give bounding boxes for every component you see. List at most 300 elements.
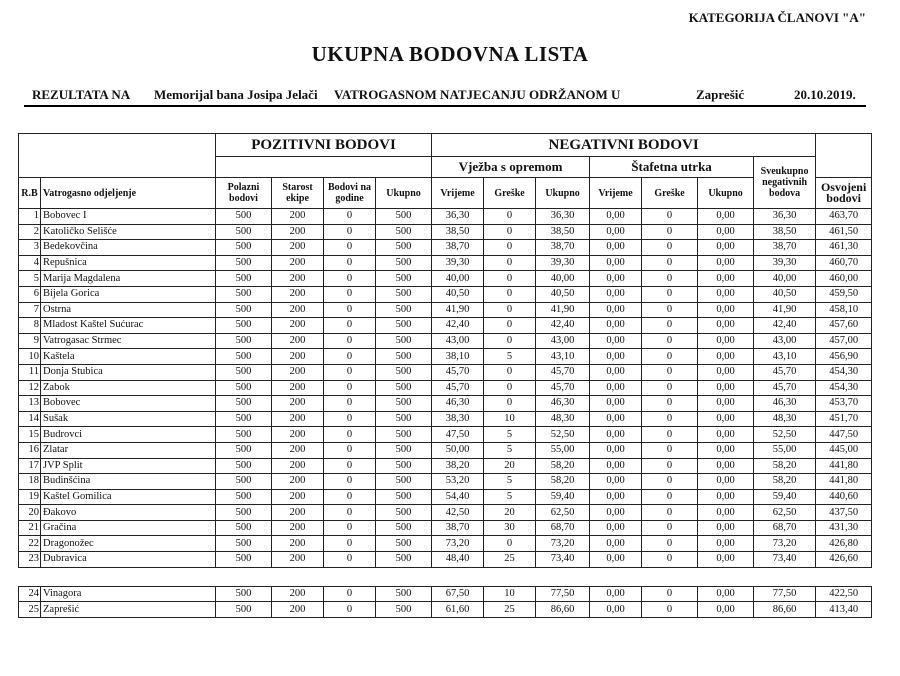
cell-ex: 43,00 (536, 333, 590, 349)
cell-age: 200 (272, 586, 324, 602)
cell-ex: 43,10 (536, 349, 590, 365)
cell-year: 0 (324, 286, 376, 302)
cell-final: 454,30 (816, 380, 872, 396)
cell-rb: 11 (19, 364, 41, 380)
cell-re: 0 (642, 364, 698, 380)
cell-final: 426,60 (816, 552, 872, 568)
cell-ex: 38,70 (536, 240, 590, 256)
cell-re: 0 (642, 224, 698, 240)
cell-rb: 8 (19, 318, 41, 334)
cell-year: 0 (324, 333, 376, 349)
cell-total: 500 (376, 286, 432, 302)
cell-year: 0 (324, 520, 376, 536)
cell-rtot: 0,00 (698, 586, 754, 602)
col-neg-sum: Sveukupno negativnih bodova (754, 157, 816, 209)
cell-ex: 38,50 (536, 224, 590, 240)
cell-final: 454,30 (816, 364, 872, 380)
cell-final: 422,50 (816, 586, 872, 602)
cell-neg: 40,50 (754, 286, 816, 302)
table-row (19, 286, 872, 302)
cell-start: 500 (216, 474, 272, 490)
cell-rt: 0,00 (590, 427, 642, 443)
cell-age: 200 (272, 505, 324, 521)
cell-age: 200 (272, 442, 324, 458)
cell-time: 36,30 (432, 209, 484, 225)
positive-sub-blank (216, 157, 432, 178)
table-row (19, 240, 872, 256)
final-header-top (816, 134, 872, 178)
cell-rb: 14 (19, 411, 41, 427)
cell-final: 457,00 (816, 333, 872, 349)
cell-err: 5 (484, 489, 536, 505)
cell-unit: Vinagora (41, 586, 216, 602)
cell-rtot: 0,00 (698, 271, 754, 287)
cell-rb: 3 (19, 240, 41, 256)
cell-age: 200 (272, 489, 324, 505)
cell-start: 500 (216, 349, 272, 365)
cell-err: 25 (484, 602, 536, 618)
cell-total: 500 (376, 552, 432, 568)
cell-time: 61,60 (432, 602, 484, 618)
cell-re: 0 (642, 602, 698, 618)
cell-err: 5 (484, 349, 536, 365)
cell-final: 457,60 (816, 318, 872, 334)
cell-rb: 10 (19, 349, 41, 365)
cell-err: 5 (484, 442, 536, 458)
cell-time: 40,00 (432, 271, 484, 287)
cell-start: 500 (216, 240, 272, 256)
cell-start: 500 (216, 209, 272, 225)
cell-final: 441,80 (816, 458, 872, 474)
table-row (19, 586, 872, 602)
table-row (19, 536, 872, 552)
cell-age: 200 (272, 602, 324, 618)
cell-re: 0 (642, 505, 698, 521)
cell-time: 45,70 (432, 364, 484, 380)
cell-err: 30 (484, 520, 536, 536)
cell-rt: 0,00 (590, 255, 642, 271)
cell-rt: 0,00 (590, 364, 642, 380)
cell-ex: 73,40 (536, 552, 590, 568)
cell-neg: 39,30 (754, 255, 816, 271)
cell-neg: 43,00 (754, 333, 816, 349)
cell-rb: 15 (19, 427, 41, 443)
cell-unit: Dubravica (41, 552, 216, 568)
cell-total: 500 (376, 302, 432, 318)
cell-rtot: 0,00 (698, 286, 754, 302)
cell-rt: 0,00 (590, 411, 642, 427)
cell-rtot: 0,00 (698, 224, 754, 240)
cell-age: 200 (272, 349, 324, 365)
cell-ex: 62,50 (536, 505, 590, 521)
place: Zaprešić (696, 87, 745, 102)
cell-total: 500 (376, 536, 432, 552)
cell-rb: 23 (19, 552, 41, 568)
cell-neg: 55,00 (754, 442, 816, 458)
cell-rt: 0,00 (590, 240, 642, 256)
cell-time: 50,00 (432, 442, 484, 458)
cell-rt: 0,00 (590, 380, 642, 396)
cell-final: 461,50 (816, 224, 872, 240)
col-relay-errors: Greške (642, 178, 698, 209)
cell-re: 0 (642, 302, 698, 318)
sub-relay: Štafetna utrka (590, 157, 754, 178)
cell-rt: 0,00 (590, 396, 642, 412)
cell-start: 500 (216, 489, 272, 505)
cell-final: 431,30 (816, 520, 872, 536)
page-title: UKUPNA BODOVNA LISTA (311, 42, 589, 66)
table-row (19, 474, 872, 490)
cell-ex: 55,00 (536, 442, 590, 458)
col-year: Bodovi na godine (324, 178, 376, 209)
cell-year: 0 (324, 380, 376, 396)
cell-start: 500 (216, 380, 272, 396)
cell-rtot: 0,00 (698, 240, 754, 256)
cell-neg: 40,00 (754, 271, 816, 287)
cell-rt: 0,00 (590, 489, 642, 505)
cell-re: 0 (642, 209, 698, 225)
cell-err: 0 (484, 364, 536, 380)
cell-age: 200 (272, 271, 324, 287)
cell-rtot: 0,00 (698, 458, 754, 474)
cell-start: 500 (216, 586, 272, 602)
cell-ex: 36,30 (536, 209, 590, 225)
cell-start: 500 (216, 505, 272, 521)
cell-unit: Bedekovčina (41, 240, 216, 256)
cell-unit: Kaštela (41, 349, 216, 365)
cell-final: 447,50 (816, 427, 872, 443)
cell-total: 500 (376, 380, 432, 396)
table-row (19, 318, 872, 334)
cell-time: 38,70 (432, 520, 484, 536)
cell-start: 500 (216, 396, 272, 412)
cell-age: 200 (272, 411, 324, 427)
cell-rb: 12 (19, 380, 41, 396)
cell-ex: 42,40 (536, 318, 590, 334)
cell-re: 0 (642, 536, 698, 552)
cell-ex: 52,50 (536, 427, 590, 443)
cell-ex: 86,60 (536, 602, 590, 618)
cell-final: 445,00 (816, 442, 872, 458)
cell-err: 0 (484, 240, 536, 256)
cell-final: 460,70 (816, 255, 872, 271)
cell-unit: Vatrogasac Strmec (41, 333, 216, 349)
cell-ex: 39,30 (536, 255, 590, 271)
cell-age: 200 (272, 552, 324, 568)
cell-final: 440,60 (816, 489, 872, 505)
cell-year: 0 (324, 364, 376, 380)
table-row (19, 224, 872, 240)
cell-rtot: 0,00 (698, 489, 754, 505)
cell-rt: 0,00 (590, 209, 642, 225)
cell-final: 426,80 (816, 536, 872, 552)
cell-unit: Zabok (41, 380, 216, 396)
cell-unit: Budinšćina (41, 474, 216, 490)
cell-err: 0 (484, 396, 536, 412)
col-ex-total: Ukupno (536, 178, 590, 209)
cell-rt: 0,00 (590, 552, 642, 568)
cell-year: 0 (324, 255, 376, 271)
cell-unit: Bijela Gorica (41, 286, 216, 302)
cell-rt: 0,00 (590, 442, 642, 458)
table-row (19, 271, 872, 287)
cell-neg: 58,20 (754, 458, 816, 474)
cell-age: 200 (272, 520, 324, 536)
cell-re: 0 (642, 489, 698, 505)
cell-re: 0 (642, 427, 698, 443)
cell-total: 500 (376, 505, 432, 521)
cell-year: 0 (324, 505, 376, 521)
results-body (19, 209, 872, 568)
cell-rt: 0,00 (590, 333, 642, 349)
cell-age: 200 (272, 209, 324, 225)
cell-unit: Mladost Kaštel Sućurac (41, 318, 216, 334)
cell-final: 451,70 (816, 411, 872, 427)
cell-err: 5 (484, 474, 536, 490)
cell-final: 437,50 (816, 505, 872, 521)
cell-rtot: 0,00 (698, 349, 754, 365)
cell-time: 73,20 (432, 536, 484, 552)
cell-total: 500 (376, 427, 432, 443)
group-negative: NEGATIVNI BODOVI (432, 134, 816, 157)
cell-neg: 73,40 (754, 552, 816, 568)
cell-rb: 20 (19, 505, 41, 521)
cell-time: 48,40 (432, 552, 484, 568)
cell-time: 38,30 (432, 411, 484, 427)
cell-err: 0 (484, 255, 536, 271)
cell-time: 53,20 (432, 474, 484, 490)
cell-ex: 77,50 (536, 586, 590, 602)
cell-start: 500 (216, 271, 272, 287)
cell-err: 25 (484, 552, 536, 568)
cell-year: 0 (324, 349, 376, 365)
cell-age: 200 (272, 286, 324, 302)
col-age: Starost ekipe (272, 178, 324, 209)
cell-unit: Sušak (41, 411, 216, 427)
cell-total: 500 (376, 224, 432, 240)
col-time: Vrijeme (432, 178, 484, 209)
cell-time: 43,00 (432, 333, 484, 349)
cell-rtot: 0,00 (698, 552, 754, 568)
cell-ex: 73,20 (536, 536, 590, 552)
table-row (19, 442, 872, 458)
cell-start: 500 (216, 602, 272, 618)
col-start: Polazni bodovi (216, 178, 272, 209)
date: 20.10.2019. (794, 87, 856, 102)
cell-age: 200 (272, 318, 324, 334)
cell-age: 200 (272, 458, 324, 474)
cell-neg: 45,70 (754, 380, 816, 396)
cell-total: 500 (376, 458, 432, 474)
cell-unit: Donja Stubica (41, 364, 216, 380)
cell-unit: Đakovo (41, 505, 216, 521)
cell-total: 500 (376, 209, 432, 225)
cell-rtot: 0,00 (698, 302, 754, 318)
cell-unit: Katoličko Selišće (41, 224, 216, 240)
cell-rb: 24 (19, 586, 41, 602)
cell-rt: 0,00 (590, 224, 642, 240)
cell-err: 10 (484, 586, 536, 602)
cell-ex: 45,70 (536, 380, 590, 396)
cell-start: 500 (216, 333, 272, 349)
cell-rb: 17 (19, 458, 41, 474)
table-row (19, 552, 872, 568)
cell-err: 0 (484, 333, 536, 349)
cell-start: 500 (216, 442, 272, 458)
cell-start: 500 (216, 552, 272, 568)
cell-neg: 41,90 (754, 302, 816, 318)
cell-total: 500 (376, 349, 432, 365)
cell-age: 200 (272, 536, 324, 552)
cell-rtot: 0,00 (698, 333, 754, 349)
cell-time: 38,10 (432, 349, 484, 365)
cell-unit: JVP Split (41, 458, 216, 474)
table-row (19, 602, 872, 618)
cell-start: 500 (216, 302, 272, 318)
cell-neg: 36,30 (754, 209, 816, 225)
cell-time: 38,20 (432, 458, 484, 474)
cell-re: 0 (642, 411, 698, 427)
cell-re: 0 (642, 286, 698, 302)
cell-ex: 68,70 (536, 520, 590, 536)
cell-rb: 19 (19, 489, 41, 505)
cell-neg: 77,50 (754, 586, 816, 602)
cell-ex: 40,50 (536, 286, 590, 302)
cell-year: 0 (324, 536, 376, 552)
cell-rtot: 0,00 (698, 474, 754, 490)
cell-start: 500 (216, 255, 272, 271)
cell-start: 500 (216, 411, 272, 427)
cell-rt: 0,00 (590, 474, 642, 490)
cell-rb: 2 (19, 224, 41, 240)
cell-rtot: 0,00 (698, 364, 754, 380)
cell-rtot: 0,00 (698, 411, 754, 427)
cell-rb: 22 (19, 536, 41, 552)
cell-err: 0 (484, 536, 536, 552)
col-total: Ukupno (376, 178, 432, 209)
cell-neg: 68,70 (754, 520, 816, 536)
cell-ex: 41,90 (536, 302, 590, 318)
cell-err: 10 (484, 411, 536, 427)
cell-age: 200 (272, 427, 324, 443)
cell-neg: 58,20 (754, 474, 816, 490)
cell-age: 200 (272, 240, 324, 256)
event-name: Memorijal bana Josipa Jelači (154, 87, 318, 102)
cell-year: 0 (324, 271, 376, 287)
cell-err: 0 (484, 209, 536, 225)
cell-rtot: 0,00 (698, 602, 754, 618)
cell-rt: 0,00 (590, 318, 642, 334)
cell-total: 500 (376, 318, 432, 334)
cell-re: 0 (642, 255, 698, 271)
table-row (19, 411, 872, 427)
cell-rt: 0,00 (590, 349, 642, 365)
cell-final: 453,70 (816, 396, 872, 412)
cell-rb: 18 (19, 474, 41, 490)
cell-year: 0 (324, 489, 376, 505)
cell-re: 0 (642, 474, 698, 490)
cell-rtot: 0,00 (698, 380, 754, 396)
cell-re: 0 (642, 552, 698, 568)
cell-age: 200 (272, 255, 324, 271)
cell-re: 0 (642, 586, 698, 602)
event-line (24, 87, 866, 107)
cell-unit: Zaprešić (41, 602, 216, 618)
cell-re: 0 (642, 520, 698, 536)
table-row (19, 520, 872, 536)
cell-final: 456,90 (816, 349, 872, 365)
cell-time: 46,30 (432, 396, 484, 412)
table-row (19, 209, 872, 225)
cell-total: 500 (376, 240, 432, 256)
table-row (19, 505, 872, 521)
cell-re: 0 (642, 442, 698, 458)
cell-time: 47,50 (432, 427, 484, 443)
cell-total: 500 (376, 586, 432, 602)
cell-start: 500 (216, 520, 272, 536)
cell-rb: 4 (19, 255, 41, 271)
table-row (19, 396, 872, 412)
cell-unit: Zlatar (41, 442, 216, 458)
cell-unit: Marija Magdalena (41, 271, 216, 287)
cell-rt: 0,00 (590, 271, 642, 287)
cell-total: 500 (376, 489, 432, 505)
cell-start: 500 (216, 536, 272, 552)
cell-year: 0 (324, 458, 376, 474)
cell-unit: Ostrna (41, 302, 216, 318)
cell-year: 0 (324, 302, 376, 318)
cell-neg: 52,50 (754, 427, 816, 443)
cell-age: 200 (272, 333, 324, 349)
cell-total: 500 (376, 474, 432, 490)
cell-rtot: 0,00 (698, 396, 754, 412)
cell-rt: 0,00 (590, 286, 642, 302)
cell-rt: 0,00 (590, 586, 642, 602)
table-row (19, 458, 872, 474)
cell-neg: 42,40 (754, 318, 816, 334)
cell-total: 500 (376, 442, 432, 458)
cell-year: 0 (324, 442, 376, 458)
results-table (18, 133, 872, 618)
cell-neg: 43,10 (754, 349, 816, 365)
cell-neg: 38,50 (754, 224, 816, 240)
cell-unit: Repušnica (41, 255, 216, 271)
cell-year: 0 (324, 240, 376, 256)
col-relay-time: Vrijeme (590, 178, 642, 209)
cell-total: 500 (376, 271, 432, 287)
group-positive: POZITIVNI BODOVI (216, 134, 432, 157)
cell-year: 0 (324, 209, 376, 225)
cell-final: 460,00 (816, 271, 872, 287)
cell-unit: Budrovci (41, 427, 216, 443)
cell-year: 0 (324, 602, 376, 618)
table-row (19, 333, 872, 349)
category-label: KATEGORIJA ČLANOVI "A" (688, 10, 866, 25)
cell-total: 500 (376, 520, 432, 536)
cell-neg: 86,60 (754, 602, 816, 618)
cell-year: 0 (324, 552, 376, 568)
results-body-bottom (19, 586, 872, 617)
cell-rtot: 0,00 (698, 442, 754, 458)
cell-time: 39,30 (432, 255, 484, 271)
cell-err: 0 (484, 318, 536, 334)
table-row (19, 489, 872, 505)
table-row (19, 364, 872, 380)
cell-time: 41,90 (432, 302, 484, 318)
cell-unit: Bobovec (41, 396, 216, 412)
cell-year: 0 (324, 318, 376, 334)
cell-neg: 48,30 (754, 411, 816, 427)
